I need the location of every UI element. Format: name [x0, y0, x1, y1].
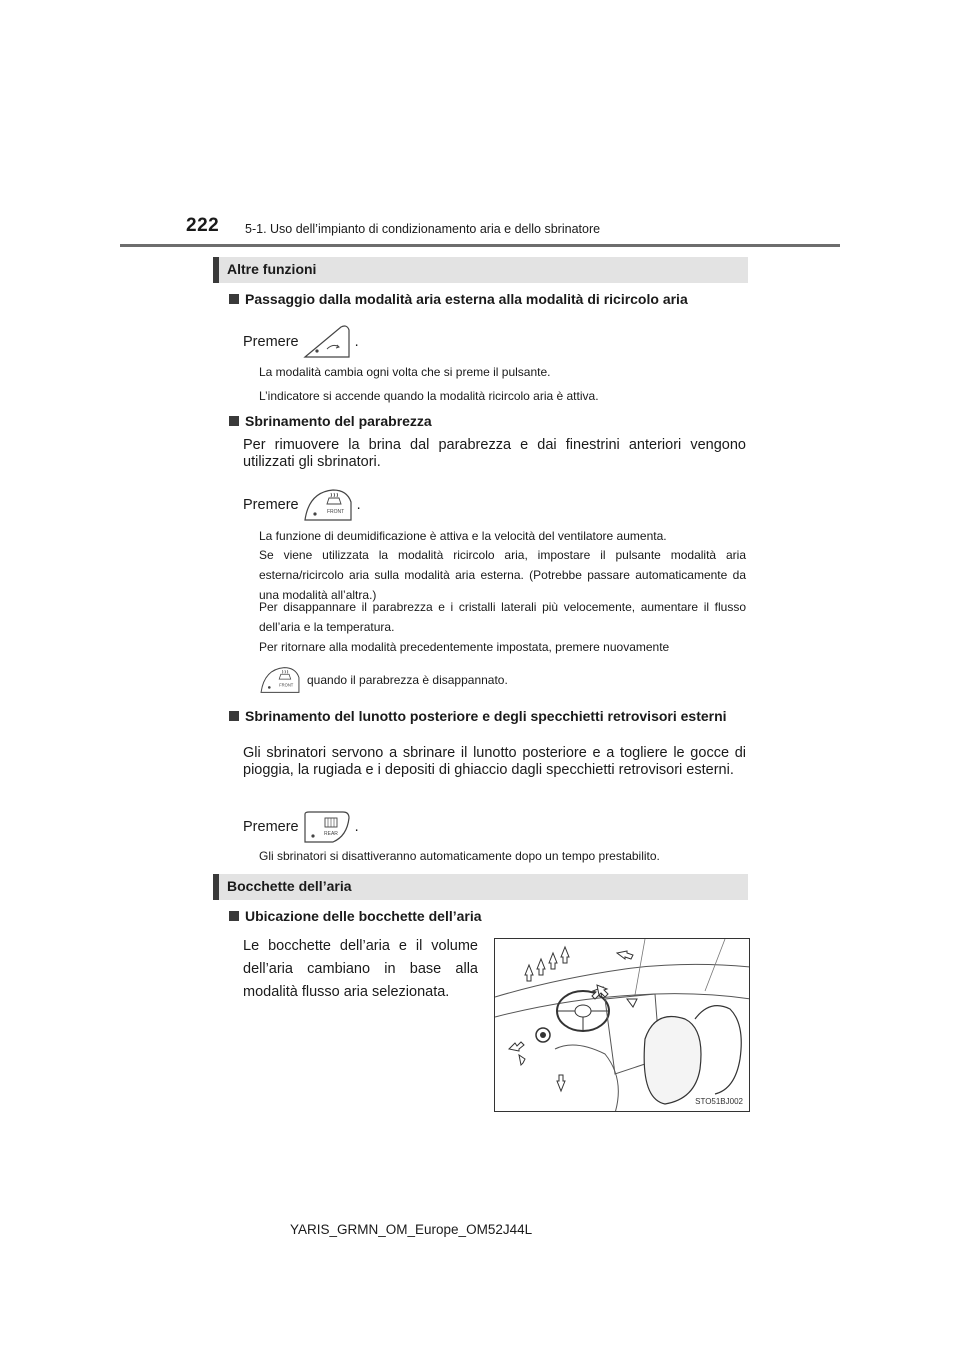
section-bar-other-functions	[213, 257, 748, 283]
press-label: Premere	[243, 334, 299, 350]
body-vent-location: Le bocchette dell’aria e il volume dell’aria cambiano in base alla modalità flusso aria selezionata.	[243, 938, 478, 1000]
body-windshield: Per rimuovere la brina dal parabrezza e dai finestrini anteriori vengono utilizzati gli sbrinatori.	[243, 437, 746, 470]
footer-document-code: YARIS_GRMN_OM_Europe_OM52J44L	[290, 1222, 533, 1237]
square-bullet-icon	[229, 911, 239, 921]
square-bullet-icon	[229, 294, 239, 304]
rear-defroster-button-icon	[303, 810, 351, 844]
subheading-recirculation: Passaggio dalla modalità aria esterna alla modalità di ricircolo aria	[229, 291, 749, 308]
section-bar-vents	[213, 874, 748, 900]
note-rear-1: Gli sbrinatori si disattiveranno automaticamente dopo un tempo prestabilito.	[259, 849, 660, 863]
press-label: Premere	[243, 497, 299, 513]
svg-text:FRONT: FRONT	[326, 509, 344, 515]
note-windshield-4-tail-row: FRONT quando il parabrezza è disappannato.	[259, 666, 508, 694]
recirculation-button-icon	[303, 325, 351, 359]
svg-text:REAR: REAR	[323, 831, 338, 837]
note-windshield-4: Per ritornare alla modalità precedentemente impostata, premere nuovamente	[259, 640, 670, 654]
square-bullet-icon	[229, 416, 239, 426]
front-defroster-button-icon	[303, 488, 353, 522]
note-recirc-1: La modalità cambia ogni volta che si preme il pulsante.	[259, 365, 551, 379]
page-number: 222	[186, 215, 220, 236]
subheading-vent-location: Ubicazione delle bocchette dell’aria	[229, 908, 749, 925]
subheading-windshield: Sbrinamento del parabrezza	[229, 413, 749, 430]
note-windshield-2: Se viene utilizzata la modalità ricircolo aria, impostare il pulsante modalità aria esterna/ricircolo aria sulla modalità aria esterna. (Potrebbe passare automaticamente da una modalità all’altra.)	[259, 548, 746, 602]
press-row-windshield: Premere FRONT .	[243, 488, 361, 522]
svg-text:FRONT: FRONT	[279, 682, 294, 688]
note-windshield-1: La funzione di deumidificazione è attiva e la velocità del ventilatore aumenta.	[259, 529, 667, 543]
note-windshield-3: Per disappannare il parabrezza e i cristalli laterali più velocemente, aumentare il flusso dell’aria e la temperatura.	[259, 600, 746, 634]
front-defroster-button-icon	[259, 666, 301, 694]
note-recirc-2: L’indicatore si accende quando la modalità ricircolo aria è attiva.	[259, 389, 599, 403]
press-row-rear-window: Premere REAR .	[243, 810, 359, 844]
vent-location-figure	[494, 938, 750, 1112]
square-bullet-icon	[229, 711, 239, 721]
chapter-title: 5-1. Uso dell’impianto di condizionamento aria e dello sbrinatore	[245, 222, 601, 236]
subheading-rear-window: Sbrinamento del lunotto posteriore e degli specchietti retrovisori esterni	[229, 708, 749, 725]
section-title: Altre funzioni	[227, 261, 317, 277]
press-label: Premere	[243, 819, 299, 835]
section-title: Bocchette dell’aria	[227, 878, 352, 894]
header-rule	[120, 244, 840, 247]
press-row-recirculation: Premere .	[243, 325, 359, 359]
car-interior-illustration	[495, 939, 750, 1112]
figure-code: STO51BJ002	[695, 1097, 743, 1106]
body-rear-window: Gli sbrinatori servono a sbrinare il lunotto posteriore e a togliere le gocce di pioggia, la rugiada e i depositi di ghiaccio dagli specchietti retrovisori esterni.	[243, 745, 746, 778]
